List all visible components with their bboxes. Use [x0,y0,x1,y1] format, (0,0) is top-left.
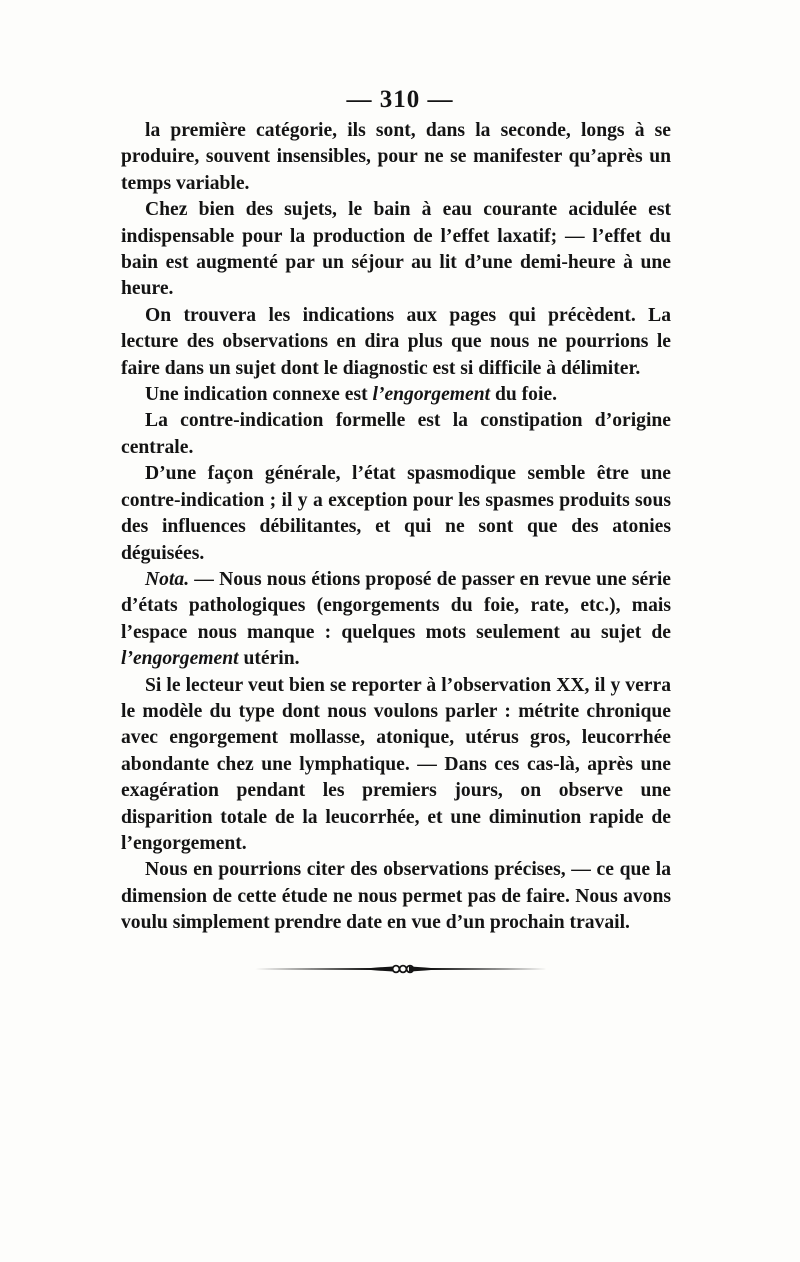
text-segment: On trouvera les indications aux pages qui précèdent. La lecture des observations en dira plus que nous ne pourrions le faire dans un sujet dont le diagnostic est si difficile à délimiter. [121,304,671,379]
paragraph [121,857,671,936]
italic-segment: l’engorgement [121,648,239,670]
page-number: — 310 — [346,86,454,113]
italic-segment: l’engorgement [372,384,491,406]
text-segment: La contre-indication formelle est la constipation d’origine centrale. [121,410,671,458]
paragraph [121,567,671,673]
text-segment: du foie. [490,384,558,406]
paragraph [121,197,671,303]
text-segment: D’une façon générale, l’état spasmodique semble être une contre-indication ; il y a exception pour les spasmes produits sous des influences débilitantes, et qui ne sont que des atonies déguisées. [121,463,671,564]
text-segment: utérin. [238,648,300,670]
text-segment: Si le lecteur veut bien se reporter à l’observation XX, il y verra le modèle du type dont nous voulons parler : métrite chronique avec engorgement mollasse, atonique, utérus gros, leucorrhée abondante chez une lymphatique. — Dans ces cas-là, après une exagération pendant les premiers jours, on observe une disparition totale de la leucorrhée, et une diminution rapide de l’engorgement. [121,674,671,854]
paragraph [121,461,671,567]
paragraph [121,673,671,858]
text-segment: — Nous nous étions proposé de passer en revue une série d’états pathologiques (engorgements du foie, rate, etc.), mais l’espace nous manque : quelques mots seulement au sujet de [121,568,671,643]
body-text [121,118,671,937]
text-segment: la première catégorie, ils sont, dans la seconde, longs à se produire, souvent insensibles, pour ne se manifester qu’après un temps variable. [121,120,671,194]
italic-segment: Nota. [145,568,190,590]
end-ornament-icon [253,962,549,976]
text-segment: Chez bien des sujets, le bain à eau courante acidulée est indispensable pour la production de l’effet laxatif; — l’effet du bain est augmenté par un séjour au lit d’une demi-heure à une heure. [121,199,671,300]
text-segment: Nous en pourrions citer des observations précises, — ce que la dimension de cette étude ne nous permet pas de faire. Nous avons voulu simplement prendre date en vue d’un prochain travail. [121,859,671,934]
paragraph [121,303,671,382]
paragraph [121,408,671,461]
text-segment: Une indication connexe est [145,384,373,406]
paragraph [121,382,671,408]
paragraph [121,118,671,197]
